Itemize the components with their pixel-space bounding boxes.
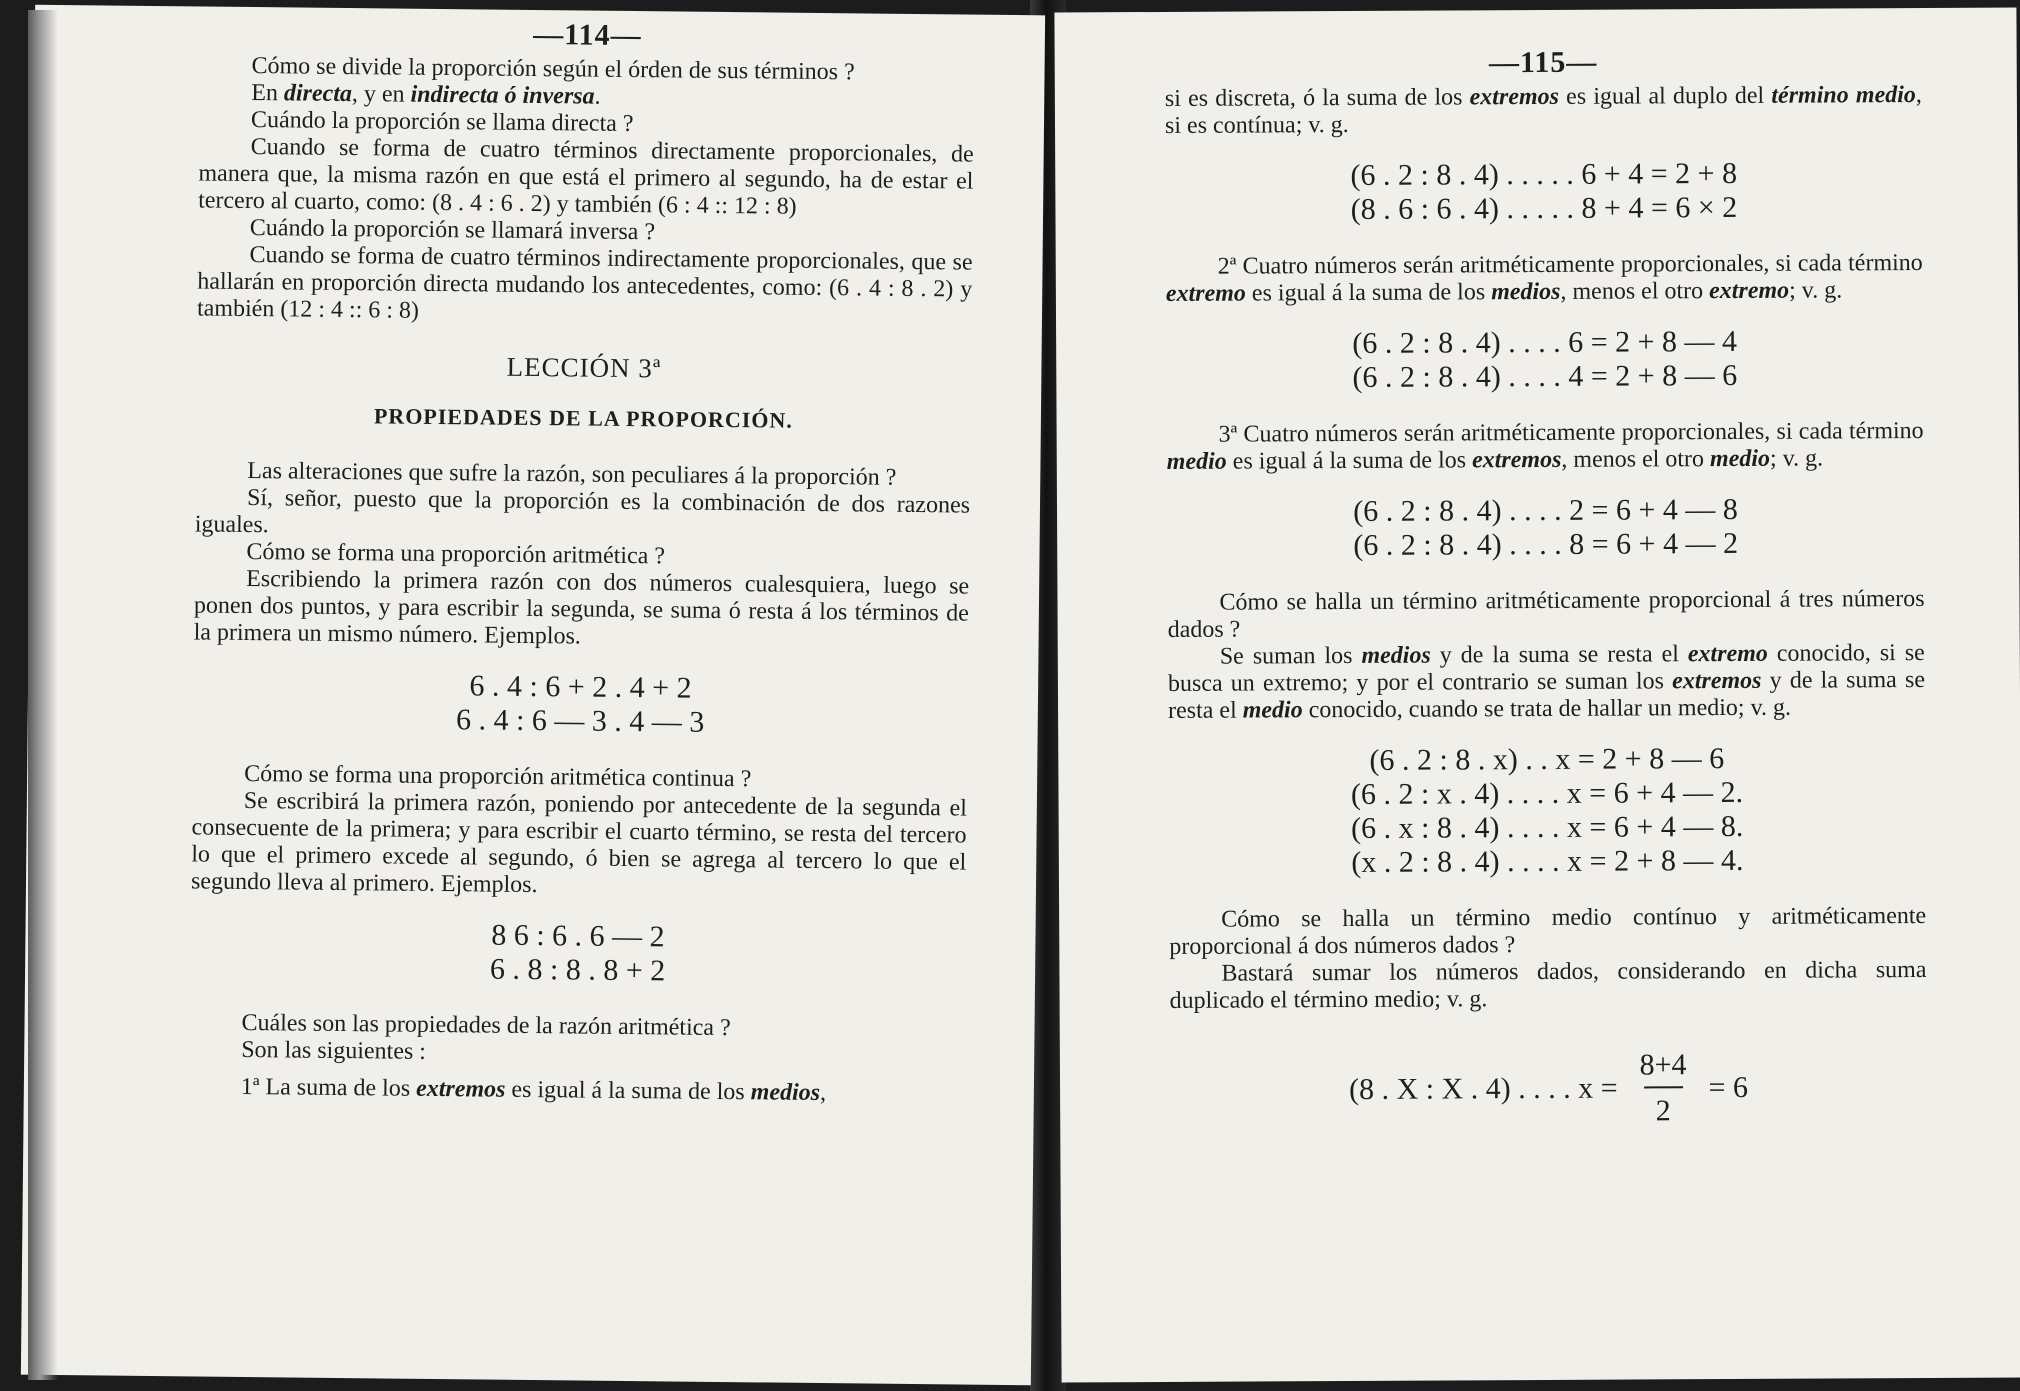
answer: Escribiendo la primera razón con dos números cualesquiera, luego se ponen dos puntos, y para escribir la segunda, se suma ó resta á los términos de la primera un mismo número. Ejemplos. bbox=[193, 565, 970, 650]
answer: Cuando se forma de cuatro términos indirectamente proporcionales, que se hallarán en proporción directa mudando los antecedentes, como: (6 . 4 : 8 . 2) y también (12 : 4 :: 6 : 8) bbox=[196, 242, 973, 324]
formula-line: 6 . 8 : 8 . 8 + 2 bbox=[489, 952, 666, 988]
left-page-content bbox=[189, 14, 975, 1108]
question: Cuándo la proporción se llamará inversa ? bbox=[249, 215, 656, 246]
question: Cómo se halla un término medio contínuo y aritméticamente proporcional á dos números dados ? bbox=[1169, 902, 1927, 960]
formula-line: (8 . 6 : 6 . 4) . . . . . 8 + 4 = 6 × 2 bbox=[1350, 190, 1738, 226]
question: Cuándo la proporción se llama directa ? bbox=[250, 107, 634, 138]
formula-block bbox=[193, 666, 969, 742]
formula-block bbox=[190, 915, 966, 991]
formula-line: (6 . x : 8 . 4) . . . . x = 6 + 4 — 8. bbox=[1351, 809, 1744, 845]
question: Cómo se forma una proporción aritmética ? bbox=[246, 538, 666, 570]
formula-block bbox=[1165, 156, 1922, 228]
formula-line: 6 . 4 : 6 — 3 . 4 — 3 bbox=[455, 703, 705, 739]
fraction-numerator: 8+4 bbox=[1639, 1048, 1687, 1082]
fraction-formula-left: (8 . X : X . 4) . . . . x = bbox=[1349, 1071, 1618, 1106]
formula-block bbox=[1166, 324, 1923, 396]
question: Las alteraciones que sufre la razón, son peculiares á la proporción ? bbox=[247, 457, 897, 491]
formula-line: (6 . 2 : 8 . 4) . . . . 6 = 2 + 8 — 4 bbox=[1352, 324, 1738, 360]
answer: 2ª Cuatro números serán aritméticamente proporcionales, si cada término extremo es igual á la suma de los medios, menos el otro extremo; v. g. bbox=[1165, 249, 1923, 307]
left-page bbox=[21, 5, 1045, 1386]
formula-line: (6 . 2 : 8 . 4) . . . . 8 = 6 + 4 — 2 bbox=[1353, 526, 1739, 562]
page-number: —115— bbox=[1488, 45, 1598, 80]
formula-line: 8 6 : 6 . 6 — 2 bbox=[491, 918, 665, 954]
formula-line: (6 . 2 : 8 . 4) . . . . 4 = 2 + 8 — 6 bbox=[1352, 358, 1738, 394]
answer: 1ª La suma de los extremos es igual á la suma de los medios, bbox=[240, 1073, 827, 1107]
right-page bbox=[1054, 7, 2020, 1382]
formula-line: (x . 2 : 8 . 4) . . . . x = 2 + 8 — 4. bbox=[1351, 843, 1744, 879]
fraction-formula-right: = 6 bbox=[1708, 1070, 1749, 1105]
question: Cómo se divide la proporción según el órden de sus términos ? bbox=[251, 53, 855, 86]
formula-line: (6 . 2 : 8 . x) . . x = 2 + 8 — 6 bbox=[1369, 742, 1725, 777]
formula-block bbox=[1168, 741, 1926, 881]
fraction-formula bbox=[1170, 1047, 1927, 1131]
lesson-heading: LECCIÓN 3ª bbox=[506, 351, 662, 384]
answer: si es discreta, ó la suma de los extremos es igual al duplo del término medio, si es contínua; v. g. bbox=[1164, 81, 1922, 139]
fraction bbox=[1627, 1048, 1698, 1128]
formula-block bbox=[1167, 492, 1924, 564]
formula-line: (6 . 2 : 8 . 4) . . . . . 6 + 4 = 2 + 8 bbox=[1350, 156, 1738, 192]
answer: 3ª Cuatro números serán aritméticamente proporcionales, si cada término medio es igual á la suma de los extremos, menos el otro medio; v. g. bbox=[1166, 417, 1924, 475]
answer: Sí, señor, puesto que la proporción es la combinación de dos razones iguales. bbox=[194, 484, 971, 539]
answer: En directa, y en indirecta ó inversa. bbox=[251, 80, 601, 110]
right-page-content bbox=[1165, 44, 1928, 1131]
formula-line: (6 . 2 : x . 4) . . . . x = 6 + 4 — 2. bbox=[1350, 775, 1744, 811]
answer: Son las siguientes : bbox=[241, 1036, 427, 1065]
left-page-edge-shadow bbox=[28, 10, 58, 1380]
answer: Bastará sumar los números dados, considerando en dicha suma duplicado el término medio; v. g. bbox=[1169, 956, 1927, 1014]
fraction-denominator: 2 bbox=[1644, 1086, 1683, 1128]
question: Cómo se halla un término aritméticamente proporcional á tres números dados ? bbox=[1167, 585, 1925, 643]
question: Cómo se forma una proporción aritmética continua ? bbox=[244, 760, 752, 793]
section-subheading: PROPIEDADES DE LA PROPORCIÓN. bbox=[373, 403, 793, 433]
answer: Cuando se forma de cuatro términos directamente proporcionales, de manera que, la misma razón en que está el primero al segundo, ha de estar el tercero al cuarto, como: (8 . 4 : 6 . 2) y también (6 : 4 :: 12 : 8) bbox=[198, 134, 974, 220]
question: Cuáles son las propiedades de la razón aritmética ? bbox=[241, 1009, 731, 1042]
page-number: —114— bbox=[533, 17, 642, 53]
formula-line: (6 . 2 : 8 . 4) . . . . 2 = 6 + 4 — 8 bbox=[1353, 492, 1738, 528]
answer: Se escribirá la primera razón, poniendo por antecedente de la segunda el consecuente de la primera; y para escribir el cuarto término, se resta del tercero lo que el primero excede al segundo, ó bien se agrega al tercero lo que el segundo lleva al primero. Ejemplos. bbox=[190, 787, 967, 899]
answer: Se suman los medios y de la suma se resta el extremo conocido, si se busca un extremo; y por el contrario se suman los extremos y de la suma se resta el medio conocido, cuando se trata de hallar un medio; v. g. bbox=[1167, 639, 1926, 724]
formula-line: 6 . 4 : 6 + 2 . 4 + 2 bbox=[469, 669, 692, 705]
